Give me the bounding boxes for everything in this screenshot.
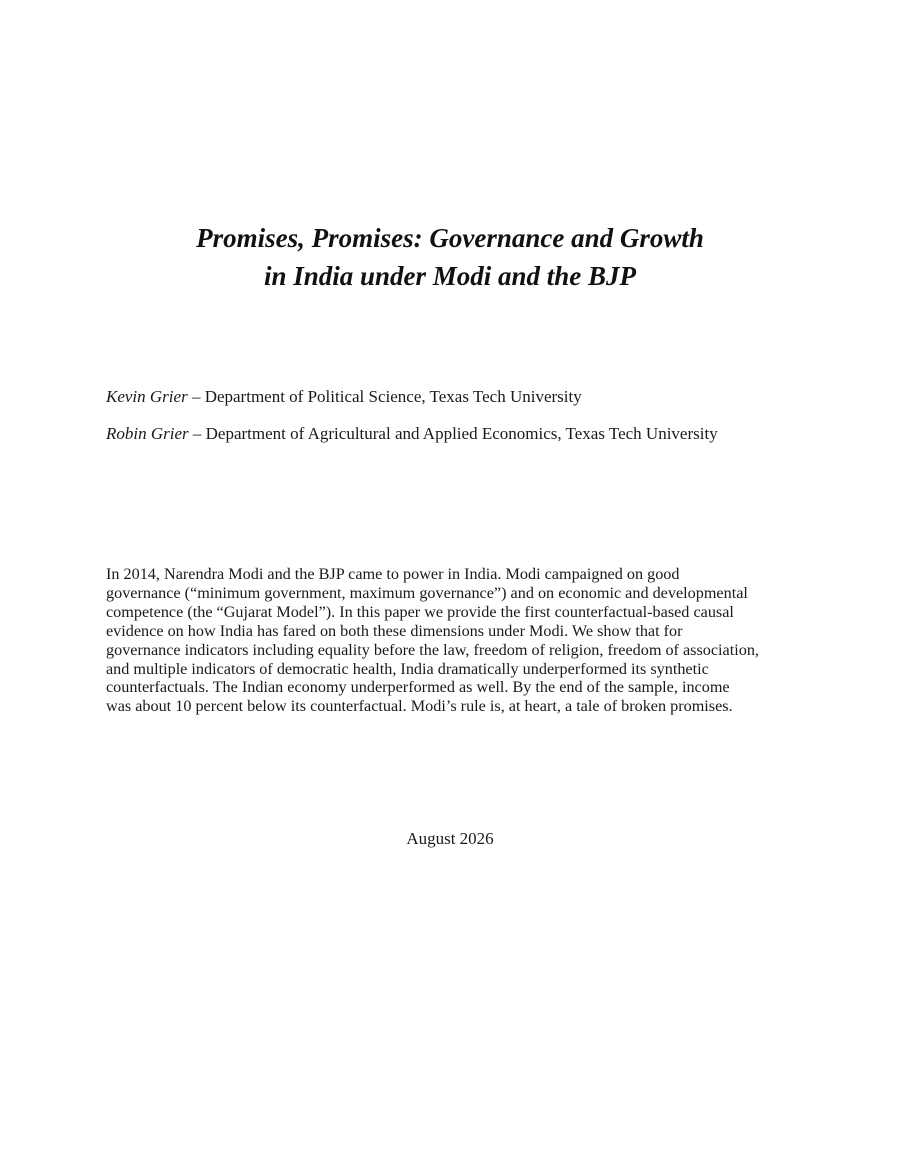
author-name: Kevin Grier: [106, 387, 188, 406]
abstract-line: governance (“minimum government, maximum governance”) and on economic and developmental: [106, 583, 748, 602]
paper-title-line-1: Promises, Promises: Governance and Growth: [196, 223, 704, 253]
abstract-line: evidence on how India has fared on both these dimensions under Modi. We show that for: [106, 621, 683, 640]
author-affiliation: Department of Agricultural and Applied Economics, Texas Tech University: [205, 424, 718, 443]
author-separator: –: [187, 387, 205, 406]
publication-date: August 2026: [406, 829, 494, 848]
abstract-line: and multiple indicators of democratic health, India dramatically underperformed its synthetic: [106, 659, 709, 678]
author-affiliation: Department of Political Science, Texas Tech University: [204, 387, 582, 406]
author-entry-kevin-grier: [106, 386, 826, 408]
author-entry-robin-grier: [106, 423, 826, 445]
abstract-line: governance indicators including equality before the law, freedom of religion, freedom of association,: [106, 640, 759, 659]
author-list: [106, 386, 826, 445]
abstract-line: counterfactuals. The Indian economy underperformed as well. By the end of the sample, income: [106, 678, 730, 697]
abstract-line: competence (the “Gujarat Model”). In this paper we provide the first counterfactual-based causal: [106, 602, 734, 621]
paper-title-line-2: in India under Modi and the BJP: [263, 261, 637, 291]
paper-title: [0, 219, 900, 295]
abstract: [106, 565, 796, 716]
author-name: Robin Grier: [106, 424, 189, 443]
abstract-line: was about 10 percent below its counterfactual. Modi’s rule is, at heart, a tale of broken promises.: [106, 697, 733, 716]
abstract-line: In 2014, Narendra Modi and the BJP came to power in India. Modi campaigned on good: [106, 565, 680, 583]
author-separator: –: [188, 424, 206, 443]
